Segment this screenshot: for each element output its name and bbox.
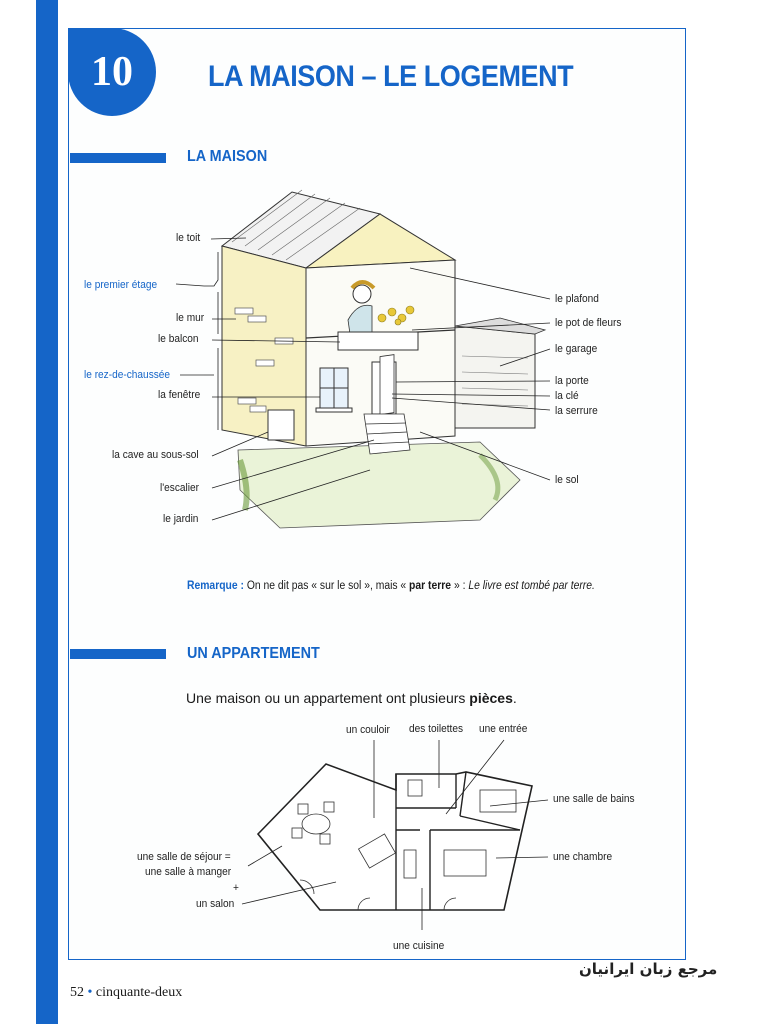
label-rez-de-chaussee: le rez-de-chaussée bbox=[84, 369, 171, 381]
label-serrure: la serrure bbox=[555, 405, 598, 417]
label-couloir: un couloir bbox=[346, 724, 390, 736]
label-toit: le toit bbox=[176, 232, 201, 244]
label-jardin: le jardin bbox=[163, 513, 199, 525]
label-balcon: le balcon bbox=[158, 333, 199, 345]
section-bar-appartement bbox=[70, 649, 166, 659]
page-bullet: • bbox=[87, 985, 93, 1000]
intro-text: Une maison ou un appartement ont plusieurs bbox=[186, 690, 470, 706]
label-salon: un salon bbox=[196, 898, 235, 910]
label-premier-etage: le premier étage bbox=[84, 279, 158, 291]
label-pot-de-fleurs: le pot de fleurs bbox=[555, 317, 622, 329]
label-cle: la clé bbox=[555, 390, 579, 402]
section-title-maison: LA MAISON bbox=[187, 148, 268, 165]
label-garage: le garage bbox=[555, 343, 598, 355]
page-title: LA MAISON – LE LOGEMENT bbox=[208, 60, 574, 93]
chapter-number: 10 bbox=[91, 49, 133, 95]
label-cuisine: une cuisine bbox=[393, 940, 445, 952]
label-fenetre: la fenêtre bbox=[158, 389, 201, 401]
label-escalier: l'escalier bbox=[160, 482, 200, 494]
label-sol: le sol bbox=[555, 474, 579, 486]
label-entree: une entrée bbox=[479, 723, 528, 735]
watermark-logo: مرجع زبان ایرانیان bbox=[579, 960, 718, 978]
label-mur: le mur bbox=[176, 312, 205, 324]
label-salle-de-bains: une salle de bains bbox=[553, 793, 635, 805]
remark bbox=[187, 580, 595, 592]
label-porte: la porte bbox=[555, 375, 589, 387]
label-plafond: le plafond bbox=[555, 293, 599, 305]
intro-bold: pièces bbox=[469, 690, 513, 706]
label-plus: + bbox=[233, 882, 239, 894]
remark-example: Le livre est tombé par terre. bbox=[468, 580, 595, 592]
page-number bbox=[70, 985, 182, 1001]
label-cave: la cave au sous-sol bbox=[112, 449, 199, 461]
remark-text-2: » : bbox=[451, 580, 469, 592]
label-salle-a-manger: une salle à manger bbox=[145, 866, 232, 878]
page-number-words: cinquante-deux bbox=[95, 985, 183, 1000]
apartment-intro bbox=[186, 690, 517, 706]
remark-bold: par terre bbox=[409, 580, 452, 592]
label-chambre: une chambre bbox=[553, 851, 613, 863]
intro-end: . bbox=[512, 690, 517, 706]
label-toilettes: des toilettes bbox=[409, 723, 464, 735]
remark-label: Remarque : bbox=[187, 580, 244, 592]
label-salle-de-sejour: une salle de séjour = bbox=[137, 851, 231, 863]
remark-text-1: On ne dit pas « sur le sol », mais « bbox=[243, 580, 410, 592]
section-title-appartement: UN APPARTEMENT bbox=[187, 645, 320, 662]
page-number-digits: 52 bbox=[70, 985, 84, 1000]
